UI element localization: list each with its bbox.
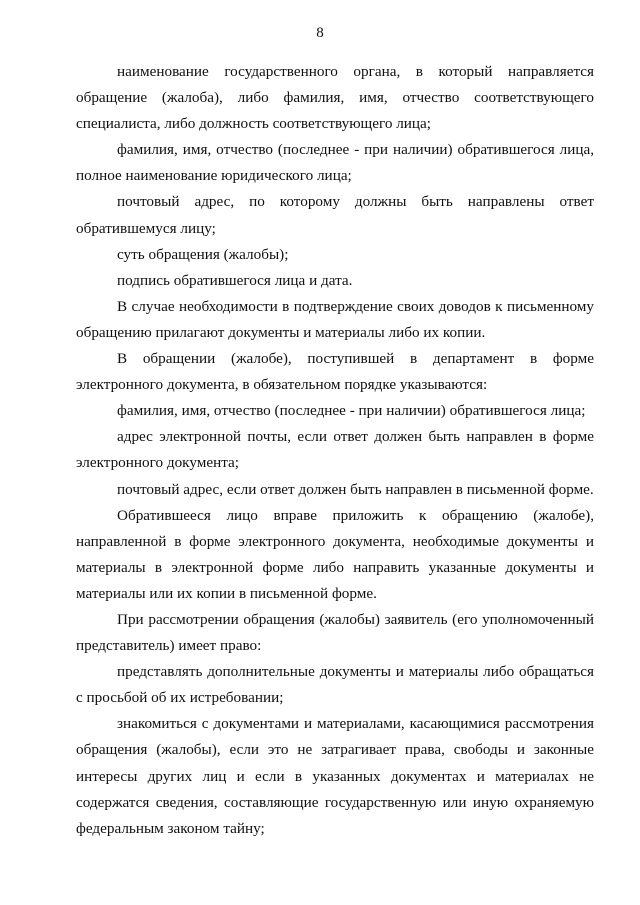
document-body xyxy=(76,59,594,842)
paragraph-electronic-postal-address: почтовый адрес, если ответ должен быть направлен в письменной форме. xyxy=(117,480,594,498)
paragraph-applicant-name: фамилия, имя, отчество (последнее - при наличии) обратившегося лица, полное наименование юридического лица; xyxy=(76,141,594,185)
paragraph-right-additional-documents: представлять дополнительные документы и материалы либо обращаться с просьбой об их истребовании; xyxy=(76,663,594,707)
paragraph-recipient-name: наименование государственного органа, в который направляется обращение (жалоба), либо фамилия, имя, отчество соответствующего специалиста, либо должность соответствующего лица; xyxy=(76,63,594,133)
page-number: 8 xyxy=(316,25,324,41)
paragraph-electronic-applicant-name: фамилия, имя, отчество (последнее - при наличии) обратившегося лица; xyxy=(117,402,586,420)
paragraph-right-review-materials: знакомиться с документами и материалами, касающимися рассмотрения обращения (жалобы), если это не затрагивает права, свободы и законные интересы других лиц и если в указанных документах и материалах не содержатся сведения, составляющие государственную или иную охраняемую федеральным законом тайну; xyxy=(76,715,594,837)
paragraph-complaint-essence: суть обращения (жалобы); xyxy=(117,245,289,263)
paragraph-electronic-attachments: Обратившееся лицо вправе приложить к обращению (жалобе), направленной в форме электронного документа, необходимые документы и материалы в электронной форме либо направить указанные документы и материалы или их копии в письменной форме. xyxy=(76,506,594,602)
paragraph-email-address: адрес электронной почты, если ответ должен быть направлен в форме электронного документа; xyxy=(76,428,594,472)
paragraph-electronic-complaint: В обращении (жалобе), поступившей в департамент в форме электронного документа, в обязательном порядке указываются: xyxy=(76,350,594,394)
paragraph-signature-date: подпись обратившегося лица и дата. xyxy=(117,271,353,289)
paragraph-attachments: В случае необходимости в подтверждение своих доводов к письменному обращению прилагают документы и материалы либо их копии. xyxy=(76,297,594,341)
paragraph-postal-address: почтовый адрес, по которому должны быть направлены ответ обратившемуся лицу; xyxy=(76,193,594,237)
paragraph-applicant-rights: При рассмотрении обращения (жалобы) заявитель (его уполномоченный представитель) имеет право: xyxy=(76,610,594,655)
